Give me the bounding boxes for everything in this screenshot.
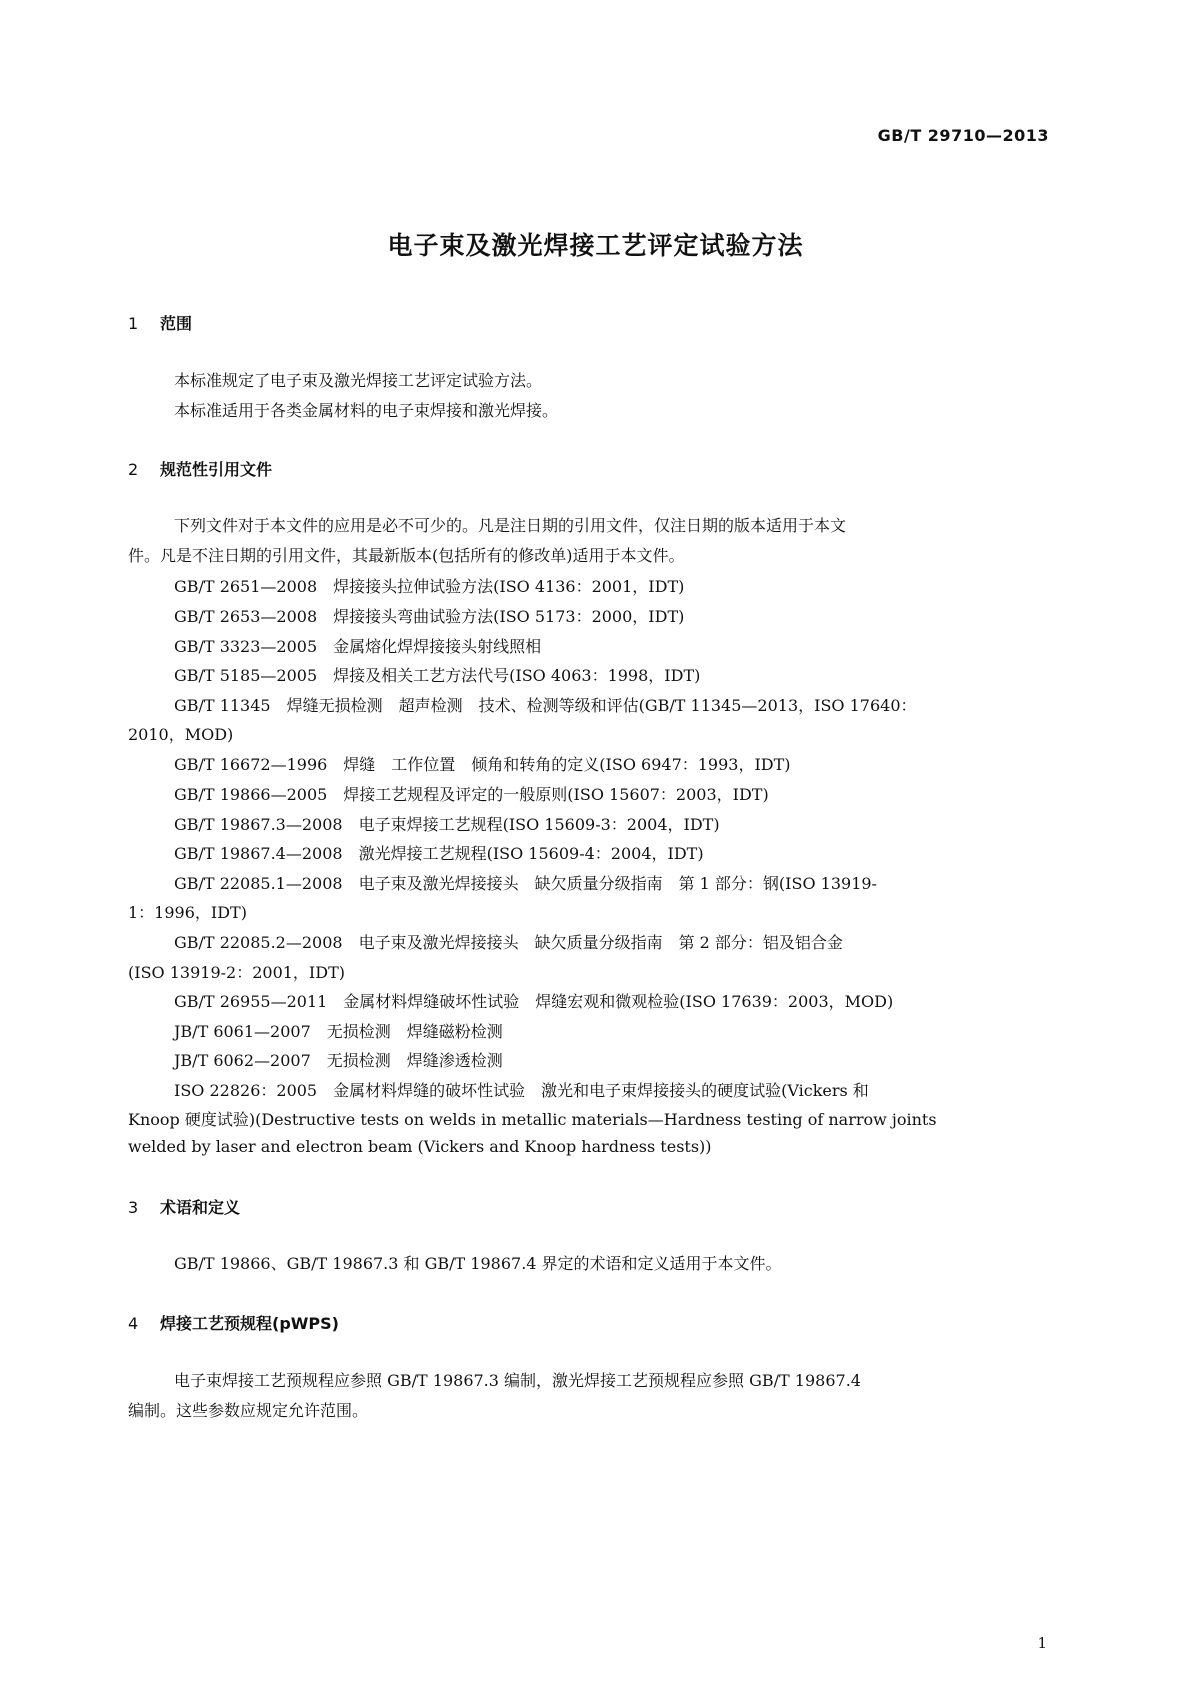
section-title: 规范性引用文件 [160,460,273,479]
reference-item-continuation: Knoop 硬度试验)(Destructive tests on welds in metallic materials—Hardness testing of narrow joints [128,1110,937,1129]
reference-item-continuation: 2010，MOD) [128,725,234,744]
reference-item: GB/T 22085.1—2008 电子束及激光焊接接头 缺欠质量分级指南 第 1 部分：钢(ISO 13919- [174,874,877,893]
reference-item: ISO 22826：2005 金属材料焊缝的破坏性试验 激光和电子束焊接接头的硬度试验(Vickers 和 [174,1081,869,1100]
paragraph: 本标准适用于各类金属材料的电子束焊接和激光焊接。 [174,401,559,420]
section-number: 3 [128,1198,139,1217]
reference-item: GB/T 3323—2005 金属熔化焊焊接接头射线照相 [174,637,542,656]
section-4-text [128,1366,1050,1426]
reference-item-continuation: welded by laser and electron beam (Vickers and Knoop hardness tests)) [128,1137,712,1156]
paragraph-line: 电子束焊接工艺预规程应参照 GB/T 19867.3 编制，激光焊接工艺预规程应参照 GB/T 19867.4 [174,1371,861,1390]
section-2-intro [128,511,1050,571]
section-title: 焊接工艺预规程(pWPS) [160,1314,339,1333]
paragraph: 本标准规定了电子束及激光焊接工艺评定试验方法。 [174,371,543,390]
section-1-heading [128,311,192,334]
reference-item: GB/T 26955—2011 金属材料焊缝破坏性试验 焊缝宏观和微观检验(ISO 17639：2003，MOD) [174,992,894,1011]
paragraph: GB/T 19866、GB/T 19867.3 和 GB/T 19867.4 界定的术语和定义适用于本文件。 [174,1254,782,1273]
reference-item: GB/T 2653—2008 焊接接头弯曲试验方法(ISO 5173：2000，IDT) [174,607,685,626]
section-title: 范围 [160,314,193,333]
reference-item: GB/T 5185—2005 焊接及相关工艺方法代号(ISO 4063：1998，IDT) [174,666,701,685]
reference-item: JB/T 6062—2007 无损检测 焊缝渗透检测 [174,1051,503,1070]
reference-item-continuation: (ISO 13919-2：2001，IDT) [128,963,345,982]
paragraph-line: 件。凡是不注日期的引用文件，其最新版本(包括所有的修改单)适用于本文件。 [128,546,685,565]
section-2-heading [128,457,272,480]
page-number: 1 [1037,1634,1047,1652]
reference-item: GB/T 19866—2005 焊接工艺规程及评定的一般原则(ISO 15607：2003，IDT) [174,785,769,804]
paragraph-line: 编制。这些参数应规定允许范围。 [128,1401,369,1420]
section-number: 4 [128,1314,139,1333]
reference-item: GB/T 19867.4—2008 激光焊接工艺规程(ISO 15609-4：2004，IDT) [174,844,704,863]
reference-item: GB/T 19867.3—2008 电子束焊接工艺规程(ISO 15609-3：2004，IDT) [174,815,720,834]
reference-item: GB/T 2651—2008 焊接接头拉伸试验方法(ISO 4136：2001，IDT) [174,577,685,596]
section-1-text [128,366,1050,426]
paragraph-line: 下列文件对于本文件的应用是必不可少的。凡是注日期的引用文件，仅注日期的版本适用于本文 [174,516,847,535]
reference-item: GB/T 16672—1996 焊缝 工作位置 倾角和转角的定义(ISO 6947：1993，IDT) [174,755,791,774]
reference-item: GB/T 22085.2—2008 电子束及激光焊接接头 缺欠质量分级指南 第 2 部分：铝及铝合金 [174,933,843,952]
section-4-heading [128,1311,339,1334]
section-number: 2 [128,460,139,479]
document-title: 电子束及激光焊接工艺评定试验方法 [387,231,804,260]
reference-item-continuation: 1：1996，IDT) [128,903,247,922]
section-number: 1 [128,314,139,333]
reference-item: GB/T 11345 焊缝无损检测 超声检测 技术、检测等级和评估(GB/T 11345—2013，ISO 17640： [174,696,917,715]
section-3-text [128,1249,1050,1279]
reference-item: JB/T 6061—2007 无损检测 焊缝磁粉检测 [174,1022,503,1041]
standard-code: GB/T 29710—2013 [877,126,1049,145]
section-3-heading [128,1195,240,1218]
section-title: 术语和定义 [160,1198,241,1217]
